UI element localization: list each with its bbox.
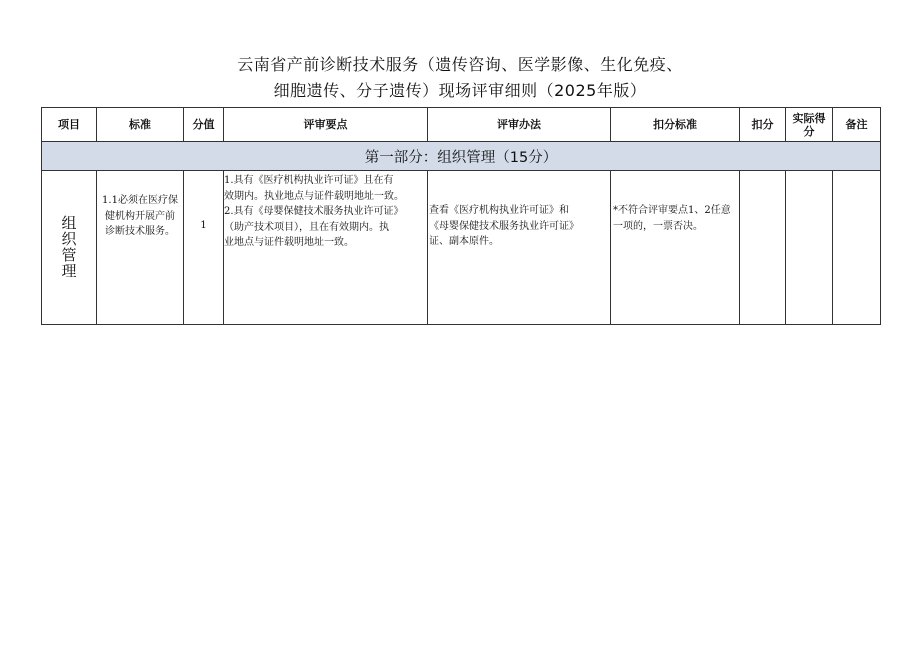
- review-point-line: 1.具有《医疗机构执业许可证》且在有: [224, 175, 394, 186]
- cell-project: [42, 171, 97, 325]
- cell-standard: 1.1必须在医疗保健机构开展产前诊断技术服务。: [97, 171, 184, 325]
- section-title: 第一部分：组织管理（15分）: [42, 142, 881, 171]
- header-score: 分值: [184, 108, 224, 142]
- review-method-line: 证、副本原件。: [429, 236, 499, 247]
- review-point-line: 2.具有《母婴保健技术服务执业许可证》: [224, 206, 404, 217]
- header-review-points: 评审要点: [224, 108, 428, 142]
- cell-review-points: [224, 171, 428, 325]
- review-point-line: 效期内。执业地点与证件载明地址一致。: [224, 190, 404, 202]
- header-deduction-standard: 扣分标准: [611, 108, 740, 142]
- review-point-line: （助产技术项目），且在有效期内。执: [224, 221, 389, 233]
- cell-remarks: [833, 171, 881, 325]
- table-row: [42, 171, 881, 325]
- section-row: [42, 142, 881, 171]
- header-remarks: 备注: [833, 108, 881, 142]
- header-review-method: 评审办法: [428, 108, 611, 142]
- review-method-line: 《母婴保健技术服务执业许可证》: [429, 220, 579, 232]
- title-line-1: 云南省产前诊断技术服务（遗传咨询、医学影像、生化免疫、: [237, 55, 683, 74]
- review-table: [41, 107, 881, 325]
- review-point-line: 业地点与证件载明地址一致。: [224, 237, 354, 248]
- header-standard: 标准: [97, 108, 184, 142]
- header-actual-score: 实际得分: [786, 108, 833, 142]
- table-header-row: [42, 108, 881, 142]
- review-method-line: 查看《医疗机构执业许可证》和: [429, 205, 569, 216]
- project-label: 组织管理: [61, 214, 77, 280]
- header-deduction: 扣分: [740, 108, 786, 142]
- cell-deduction: [740, 171, 786, 325]
- header-project: 项目: [42, 108, 97, 142]
- cell-score: 1: [184, 171, 224, 325]
- document-title: [0, 52, 920, 104]
- cell-deduction-standard: *不符合评审要点1、2任意一项的，一票否决。: [611, 171, 740, 325]
- cell-actual-score: [786, 171, 833, 325]
- title-line-2: 细胞遗传、分子遗传）现场评审细则（2025年版）: [273, 81, 647, 100]
- cell-review-method: [428, 171, 611, 325]
